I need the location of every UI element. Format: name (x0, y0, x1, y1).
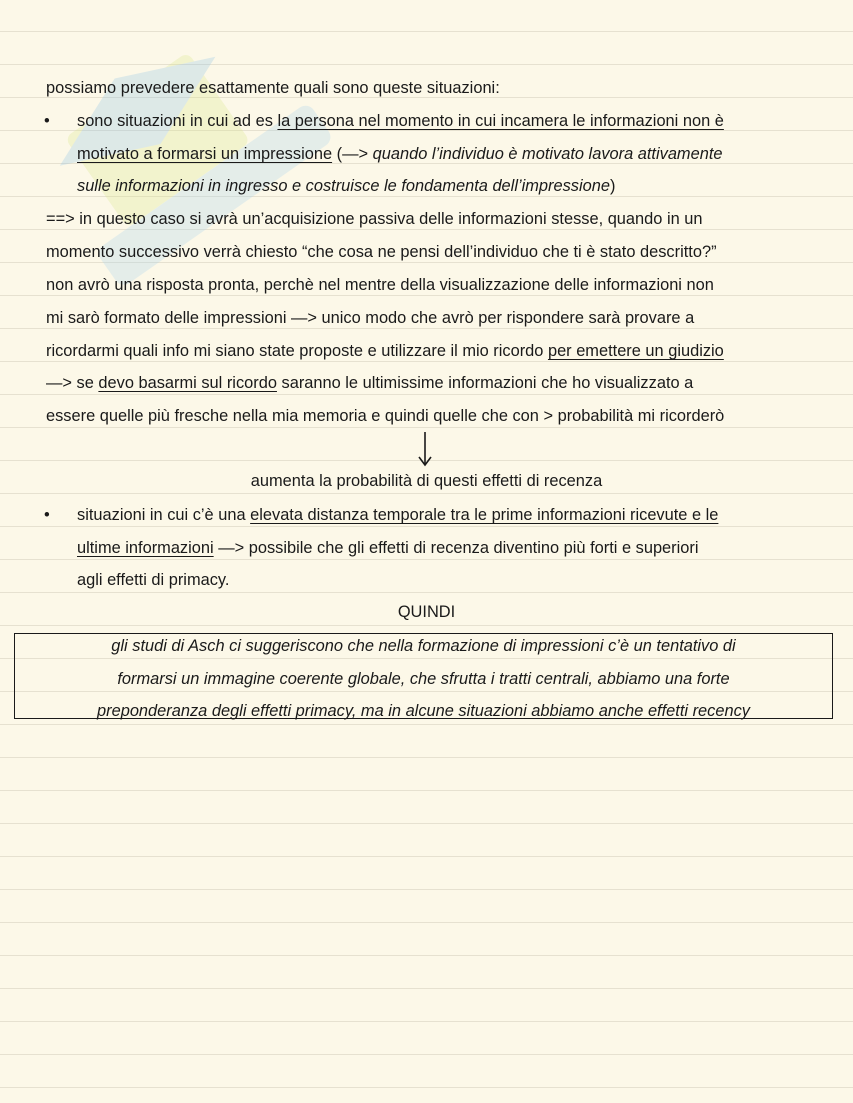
conclusion-line3: preponderanza degli effetti primacy, ma in alcune situazioni abbiamo anche effetti recency (97, 702, 750, 720)
conclusion-box (14, 633, 833, 719)
consequence-line: aumenta la probabilità di questi effetti di recenza (250, 472, 603, 490)
bullet1-line1: sono situazioni in cui ad es la persona nel momento in cui incamera le informazioni non è (77, 112, 724, 130)
bullet-marker: • (44, 112, 50, 130)
paragraph-line5: ricordarmi quali info mi siano state proposte e utilizzare il mio ricordo per emettere un giudizio (46, 342, 724, 360)
arrow-down-icon (415, 430, 435, 468)
intro-line: possiamo prevedere esattamente quali sono queste situazioni: (46, 79, 500, 97)
bullet2-line2: ultime informazioni —> possibile che gli effetti di recenza diventino più forti e superiori (77, 539, 699, 557)
paragraph-line4: mi sarò formato delle impressioni —> unico modo che avrò per rispondere sarà provare a (46, 309, 695, 327)
paragraph-line2: momento successivo verrà chiesto “che cosa ne pensi dell’individuo che ti è stato descritto?” (46, 243, 717, 261)
bullet1-line2: motivato a formarsi un impressione (—> quando l’individuo è motivato lavora attivamente (77, 145, 723, 163)
quindi-heading: QUINDI (397, 603, 456, 621)
conclusion-line2: formarsi un immagine coerente globale, che sfrutta i tratti centrali, abbiamo una forte (117, 670, 730, 688)
paragraph-line1: ==> in questo caso si avrà un’acquisizione passiva delle informazioni stesse, quando in un (46, 210, 703, 228)
conclusion-line1: gli studi di Asch ci suggeriscono che nella formazione di impressioni c’è un tentativo di (111, 637, 736, 655)
bullet2-line1: situazioni in cui c’è una elevata distanza temporale tra le prime informazioni ricevute e le (77, 506, 719, 524)
paragraph-line7: essere quelle più fresche nella mia memoria e quindi quelle che con > probabilità mi ricorderò (46, 407, 725, 425)
bullet2-line3: agli effetti di primacy. (77, 571, 230, 589)
paragraph-line6: —> se devo basarmi sul ricordo saranno le ultimissime informazioni che ho visualizzato a (46, 374, 694, 392)
bullet1-line3: sulle informazioni in ingresso e costruisce le fondamenta dell’impressione) (77, 177, 616, 195)
bullet-marker: • (44, 506, 50, 524)
paragraph-line3: non avrò una risposta pronta, perchè nel mentre della visualizzazione delle informazioni non (46, 276, 714, 294)
